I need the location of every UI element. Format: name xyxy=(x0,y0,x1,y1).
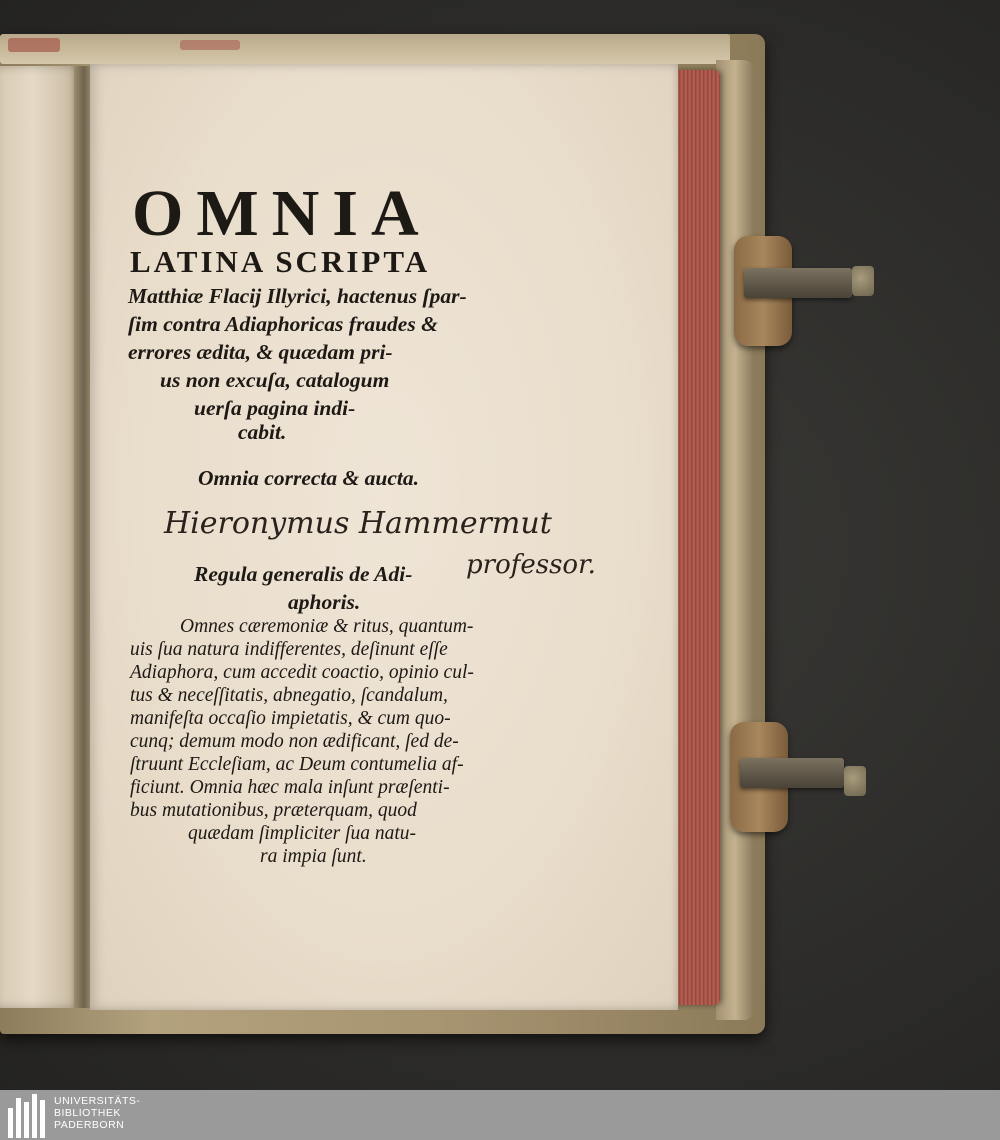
description-line: ſim contra Adiaphoricas fraudes & xyxy=(128,312,438,336)
right-board xyxy=(716,60,754,1020)
edition-note: Omnia correcta & aucta. xyxy=(198,466,419,490)
page-title: OMNIA xyxy=(132,177,432,250)
body-line: bus mutationibus, præterquam, quod xyxy=(130,800,417,821)
description-line: Matthiæ Flacij Illyrici, hactenus ſpar- xyxy=(128,284,467,308)
institution-name xyxy=(54,1095,140,1131)
page-edges xyxy=(672,70,720,1005)
body-line: quædam ſimpliciter ſua natu- xyxy=(188,823,417,844)
handwritten-name: Hieronymus Hammermut xyxy=(164,506,552,541)
institution-line: PADERBORN xyxy=(54,1119,125,1131)
body-line: manifeſta occaſio impietatis, & cum quo- xyxy=(130,708,451,729)
body-line: cunq; demum modo non ædificant, ſed de- xyxy=(130,731,459,752)
cover-stain xyxy=(8,38,60,52)
body-line: Omnes cæremoniæ & ritus, quantum- xyxy=(180,616,474,637)
left-page xyxy=(0,66,82,1008)
cover-top-edge xyxy=(0,34,730,64)
body-line: ficiunt. Omnia hæc mala inſunt præſenti- xyxy=(130,777,450,798)
body-line: uis ſua natura indifferentes, deſinunt eſſe xyxy=(130,639,448,660)
library-logo-icon xyxy=(6,1092,50,1138)
description-line: uerſa pagina indi- xyxy=(194,396,356,420)
section-heading-line: aphoris. xyxy=(288,590,361,614)
body-line: ra impia ſunt. xyxy=(260,846,367,867)
body-line: Adiaphora, cum accedit coactio, opinio cul- xyxy=(130,662,474,683)
library-footer xyxy=(0,1090,1000,1140)
description-line: us non excuſa, catalogum xyxy=(160,368,390,392)
body-line: ſtruunt Eccleſiam, ac Deum contumelia af- xyxy=(130,754,464,775)
body-line: tus & neceſſitatis, abnegatio, ſcandalum, xyxy=(130,685,448,706)
handwritten-role: professor. xyxy=(466,550,596,580)
institution-line: UNIVERSITÄTS- xyxy=(54,1095,141,1107)
cover-stain xyxy=(180,40,240,50)
description-line: cabit. xyxy=(238,420,287,444)
institution-line: BIBLIOTHEK xyxy=(54,1107,121,1119)
section-heading-line: Regula generalis de Adi- xyxy=(194,562,413,586)
page-subtitle: LATINA SCRIPTA xyxy=(130,244,431,279)
description-line: errores ædita, & quædam pri- xyxy=(128,340,393,364)
